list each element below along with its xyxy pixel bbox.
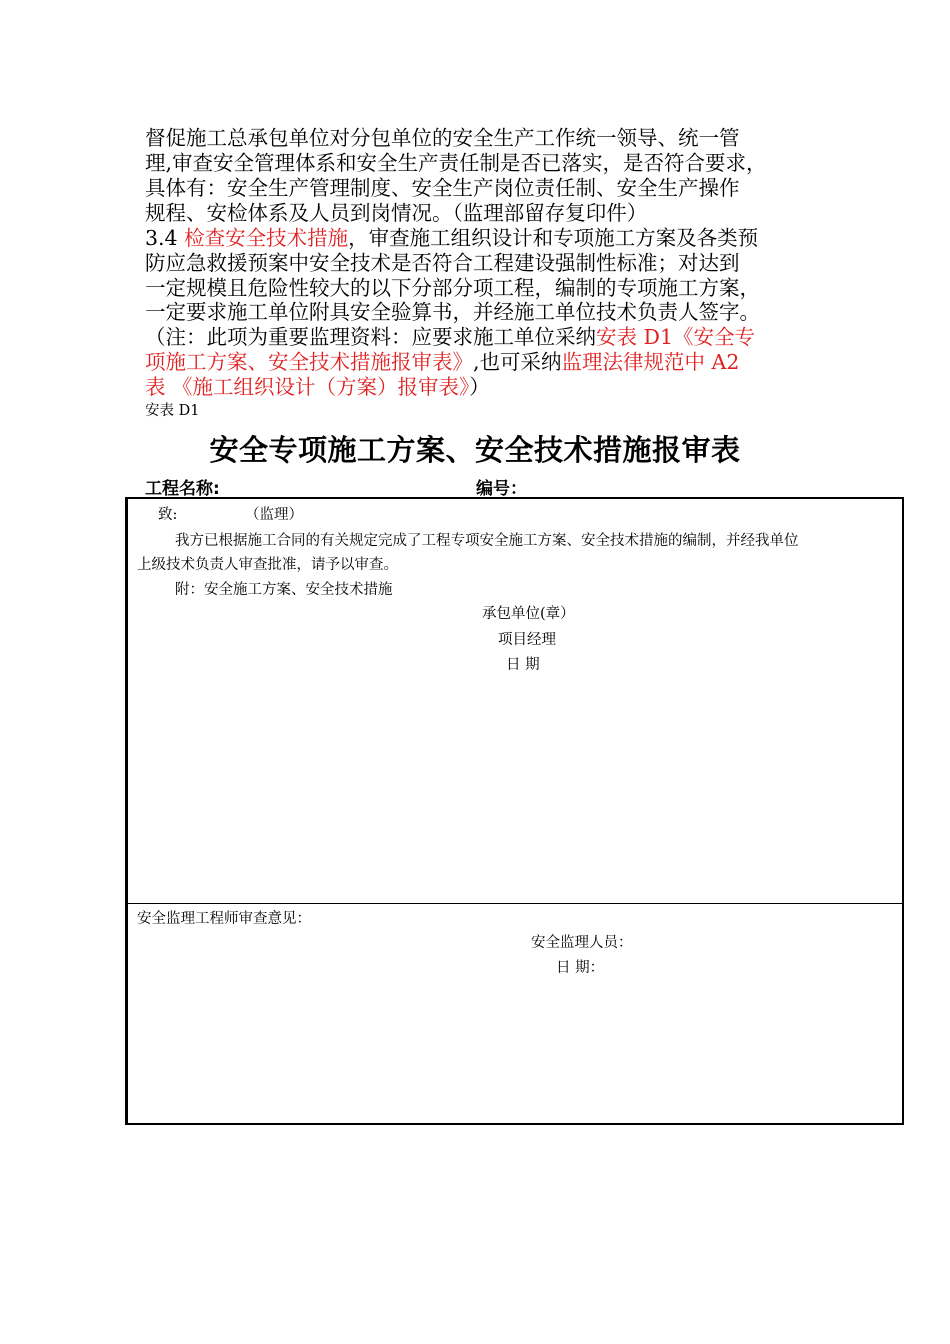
intro-line-4: 规程、安检体系及人员到岗情况。（监理部留存复印件） — [145, 201, 648, 225]
note-regulation-form: 表 《施工组织设计（方案）报审表》 — [145, 375, 470, 399]
note-form-ref: 安表 D1《安全专 — [596, 325, 755, 349]
section-line-3: 一定规模且危险性较大的以下分部分项工程，编制的专项施工方案， — [145, 276, 760, 300]
section-number: 3.4 — [145, 226, 185, 250]
review-opinion-label: 安全监理工程师审查意见： — [137, 911, 311, 927]
submission-text-line-1: 我方已根据施工合同的有关规定完成了工程专项安全施工方案、安全技术措施的编制，并经我单位 — [175, 533, 799, 549]
serial-number-label: 编号： — [476, 479, 527, 499]
note-form-name: 项施工方案、安全技术措施报审表》 — [145, 350, 473, 374]
contractor-seal-label: 承包单位(章） — [482, 606, 575, 622]
intro-line-1: 督促施工总承包单位对分包单位的安全生产工作统一领导、统一管 — [145, 126, 740, 150]
section-line-1-rest: ，审查施工组织设计和专项施工方案及各类预 — [348, 226, 759, 250]
submission-date-label: 日 期 — [506, 657, 540, 673]
supervisor-recipient: （监理） — [245, 507, 303, 523]
note-regulation-ref: 监理法律规范中 A2 — [561, 350, 740, 374]
review-form-table — [125, 497, 904, 1125]
section-divider — [128, 903, 902, 904]
to-label: 致: — [158, 507, 178, 523]
submission-text-line-2: 上级技术负责人审查批准，请予以审查。 — [137, 557, 398, 573]
section-heading: 检查安全技术措施 — [184, 226, 349, 250]
form-code: 安表 D1 — [145, 403, 200, 419]
form-title: 安全专项施工方案、安全技术措施报审表 — [209, 433, 741, 467]
safety-supervisor-label: 安全监理人员： — [531, 935, 633, 951]
note-line-2 — [145, 350, 739, 374]
note-prefix: （注：此项为重要监理资料：应要求施工单位采纳 — [145, 325, 596, 349]
note-end: ） — [469, 375, 490, 399]
note-line-1 — [145, 325, 755, 349]
section-line-2: 防应急救援预案中安全技术是否符合工程建设强制性标准；对达到 — [145, 251, 740, 275]
intro-line-2: 理,审查安全管理体系和安全生产责任制是否已落实，是否符合要求， — [145, 151, 767, 175]
project-name-label: 工程名称: — [145, 479, 220, 499]
project-manager-label: 项目经理 — [498, 632, 556, 648]
note-line-3 — [145, 375, 490, 399]
section-line-4: 一定要求施工单位附具安全验算书，并经施工单位技术负责人签字。 — [145, 300, 760, 324]
note-middle: ,也可采纳 — [473, 350, 562, 374]
review-date-label: 日 期： — [556, 960, 605, 976]
attachment-line: 附：安全施工方案、安全技术措施 — [175, 582, 393, 598]
section-line-1 — [145, 226, 758, 250]
intro-line-3: 具体有：安全生产管理制度、安全生产岗位责任制、安全生产操作 — [145, 176, 740, 200]
